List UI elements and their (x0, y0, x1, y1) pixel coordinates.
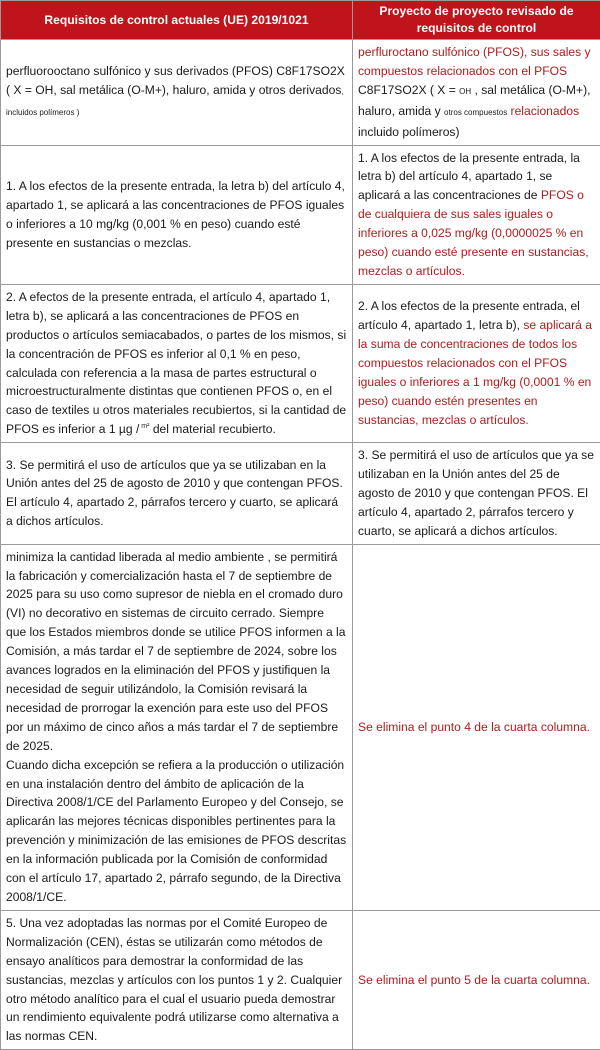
subscript-text: otros compuestos (444, 108, 507, 117)
text: incluido polímeros) (358, 125, 460, 139)
table-row (1, 910, 600, 1049)
cell-revised-point-3: 3. Se permitirá el uso de artículos que ya se utilizaban en la Unión antes del 25 de agosto de 2010 y que contengan PFOS. El artículo 4, apartado 2, párrafos tercero y cuarto, se aplicará a dichos artículos. (353, 443, 600, 545)
cell-current-substance (1, 40, 353, 146)
paragraph: Cuando dicha excepción se refiera a la producción o utilización en una instalación dentro del ámbito de aplicación de la Directiva 2008/1/CE del Parlamento Europeo y del Consejo, se aplicarán las mejores técnicas disponibles pertinentes para la prevención y minimización de las emisiones de PFOS descritas en la información publicada por la Comisión de conformidad con el artículo 17, apartado 2, párrafo segundo, de la Directiva 2008/1/CE. (6, 756, 347, 907)
cell-revised-substance (353, 40, 600, 146)
table-row (1, 443, 600, 545)
superscript-unit: m² (139, 423, 149, 430)
text: 1. A los efectos de la presente entrada, la letra b) del artículo 4, apartado 1, se aplicará a las concentraciones de (358, 151, 580, 203)
cell-revised-point-5: Se elimina el punto 5 de la cuarta columna. (353, 910, 600, 1049)
cell-current-point-3: 3. Se permitirá el uso de artículos que ya se utilizaban en la Unión antes del 25 de agosto de 2010 y que contengan PFOS. El artículo 4, apartado 2, párrafos tercero y cuarto, se aplicará a dichos artículos. (1, 443, 353, 545)
cell-current-point-5: 5. Una vez adoptadas las normas por el Comité Europeo de Normalización (CEN), éstas se utilizarán como métodos de ensayo analíticos para demostrar la conformidad de las sustancias, mezclas y artículos con los puntos 1 y 2. Cualquier otro método analítico para el cual el usuario pueda demostrar un rendimiento equivalente podrá utilizarse como alternativa a las normas CEN. (1, 910, 353, 1049)
text: 2. A los efectos de la presente entrada, el artículo 4, apartado 1, letra b), (358, 299, 580, 332)
cell-revised-point-4: Se elimina el punto 4 de la cuarta columna. (353, 544, 600, 910)
cell-revised-point-2 (353, 284, 600, 442)
cell-current-point-4 (1, 544, 353, 910)
revised-text: PFOS o de cualquiera de sus sales iguales o inferiores a 0,025 mg/kg (0,0000025 % en peso) cuando esté presente en sustancias, mezclas o artículos. (358, 188, 589, 278)
header-revised-requirements: Proyecto de proyecto revisado de requisitos de control (353, 1, 600, 40)
table-row (1, 284, 600, 442)
paragraph: minimiza la cantidad liberada al medio ambiente , se permitirá la fabricación y comercialización hasta el 7 de septiembre de 2025 para su uso como supresor de niebla en el cromado duro (VI) no decorativo en sistemas de circuito cerrado. Siempre que los Estados miembros donde se utilice PFOS informen a la Comisión, a más tardar el 7 de septiembre de 2024, sobre los avances logrados en la eliminación del PFOS y justifiquen la necesidad de seguir utilizándolo, la Comisión revisará la necesidad de prorrogar la exención para este uso del PFOS por un máximo de cinco años a más tardar el 7 de septiembre de 2025. (6, 548, 347, 756)
text: C8F17SO2X ( X = (358, 83, 459, 97)
revised-text: perfluroctano sulfónico (PFOS), sus sales y compuestos relacionados con el PFOS (358, 45, 591, 78)
subscript-text: , incluidos polímeros ) (6, 87, 344, 117)
cell-current-point-2 (1, 284, 353, 442)
header-row (1, 1, 600, 40)
cell-revised-point-1 (353, 145, 600, 284)
header-current-requirements: Requisitos de control actuales (UE) 2019/1021 (1, 1, 353, 40)
revised-text: relacionados (507, 104, 579, 118)
cell-current-point-1: 1. A los efectos de la presente entrada, la letra b) del artículo 4, apartado 1, se aplicará a las concentraciones de PFOS iguales o inferiores a 10 mg/kg (0,001 % en peso) cuando esté presente en sustancias o mezclas. (1, 145, 353, 284)
text: 2. A efectos de la presente entrada, el artículo 4, apartado 1, letra b), se aplicará a las concentraciones de PFOS en productos o artículos semiacabados, o partes de los mismos, si la concentración de PFOS es inferior al 0,1 % en peso, calculada con referencia a la masa de partes estructural o microestructuralmente distintas que contienen PFOS o, en el caso de textiles u otros materiales recubiertos, si la cantidad de PFOS es inferior a 1 µg / (6, 290, 346, 436)
table-row (1, 544, 600, 910)
text: del material recubierto. (149, 422, 275, 436)
revised-text: se aplicará a la suma de concentraciones de todos los compuestos relacionados con el PFOS iguales o inferiores a 1 mg/kg (0,0001 % en peso) cuando estén presentes en sustancias, mezclas o artículos. (358, 318, 592, 427)
text: , sal metálica (O-M+), haluro, amida y (358, 83, 590, 118)
table-row (1, 40, 600, 146)
table-row (1, 145, 600, 284)
text: perfluorooctano sulfónico y sus derivados (PFOS) C8F17SO2X ( X = OH, sal metálica (O-M+), haluro, amida y otros derivados (6, 64, 345, 97)
subscript-oh: OH (459, 87, 471, 96)
